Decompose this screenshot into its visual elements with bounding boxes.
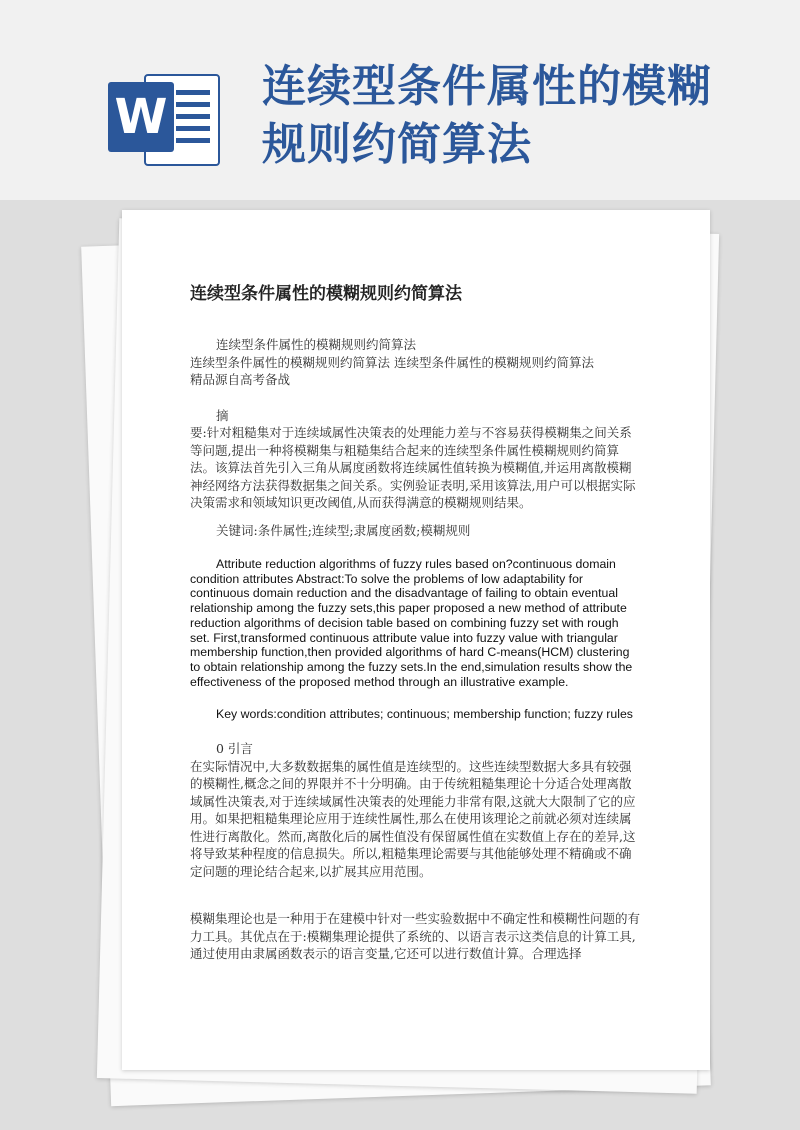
abstract-en: Attribute reduction algorithms of fuzzy rules based on?continuous domain condition attributes Abstract:To solve the problems of low adaptability for continuous domain reduction and the disadvantage of failing to obtain eventual relationship among the fuzzy sets,this paper proposed a new method of attribute reduction algorithms of decision table based on combining fuzzy set with rough set. First,transformed continuous attribute value into fuzzy value with triangular membership function,then provided algorithms of hard C-means(HCM) clustering to obtain relationship among the fuzzy sets.In the end,simulation results show the effectiveness of the proposed method through an illustrative example.: [190, 557, 633, 689]
keywords-cn-block: [190, 522, 640, 540]
subtitle-block: [190, 336, 640, 389]
section-heading: 0 引言: [216, 741, 253, 757]
fuzzy-paragraph: 模糊集理论也是一种用于在建模中针对一些实验数据中不确定性和模糊性问题的有力工具。其优点在于:模糊集理论提供了系统的、以语言表示这类信息的计算工具,通过使用由隶属函数表示的语言变量,它还可以进行数值计算。合理选择: [190, 911, 641, 962]
keywords-cn: 关键词:条件属性;连续型;隶属度函数;模糊规则: [216, 522, 471, 538]
abstract-en-block: [190, 557, 640, 689]
subtitle-line-3: 精品源自高考备战: [190, 372, 291, 387]
cover-title: [262, 58, 792, 174]
subtitle-line-2: 连续型条件属性的模糊规则约简算法 连续型条件属性的模糊规则约简算法: [190, 354, 594, 370]
keywords-en-block: [190, 707, 640, 722]
document-content: [190, 282, 640, 973]
abstract-cn: [190, 407, 640, 512]
cover-title-line-2: 规则约简算法: [262, 119, 532, 170]
subtitle-line-1: 连续型条件属性的模糊规则约简算法: [216, 337, 417, 352]
word-document-icon: [108, 64, 220, 168]
word-badge: W: [108, 82, 174, 152]
intro-section: [190, 740, 640, 880]
keywords-en: Key words:condition attributes; continuous; membership function; fuzzy rules: [216, 707, 633, 722]
document-title: 连续型条件属性的模糊规则约简算法: [190, 284, 462, 304]
abstract-heading: 摘: [216, 407, 229, 423]
cover-title-line-1: 连续型条件属性的模糊: [262, 61, 712, 112]
abstract-body: 要:针对粗糙集对于连续域属性决策表的处理能力差与不容易获得模糊集之间关系等问题,提出一种将模糊集与粗糙集结合起来的连续型条件属性模糊规则约简算法。该算法首先引入三角从属度函数将连续属性值转换为模糊值,并运用离散模糊神经网络方法获得数据集之间关系。实例验证表明,采用该算法,用户可以根据实际决策需求和领域知识更改阈值,从而获得满意的模糊规则结果。: [190, 425, 636, 510]
fuzzy-section: [190, 910, 640, 963]
intro-paragraph: 在实际情况中,大多数数据集的属性值是连续型的。这些连续型数据大多具有较强的模糊性,概念之间的界限并不十分明确。由于传统粗糙集理论十分适合处理离散域属性决策表,对于连续域属性决策表的处理能力非常有限,这就大大限制了它的应用。如果把粗糙集理论应用于连续性属性,那么在使用该理论之前就必须对连续属性进行离散化。然而,离散化后的属性值没有保留属性值在实数值上存在的差异,这将导致某种程度的信息损失。所以,粗糙集理论需要与其他能够处理不精确或不确定问题的理论结合起来,以扩展其应用范围。: [190, 758, 636, 879]
